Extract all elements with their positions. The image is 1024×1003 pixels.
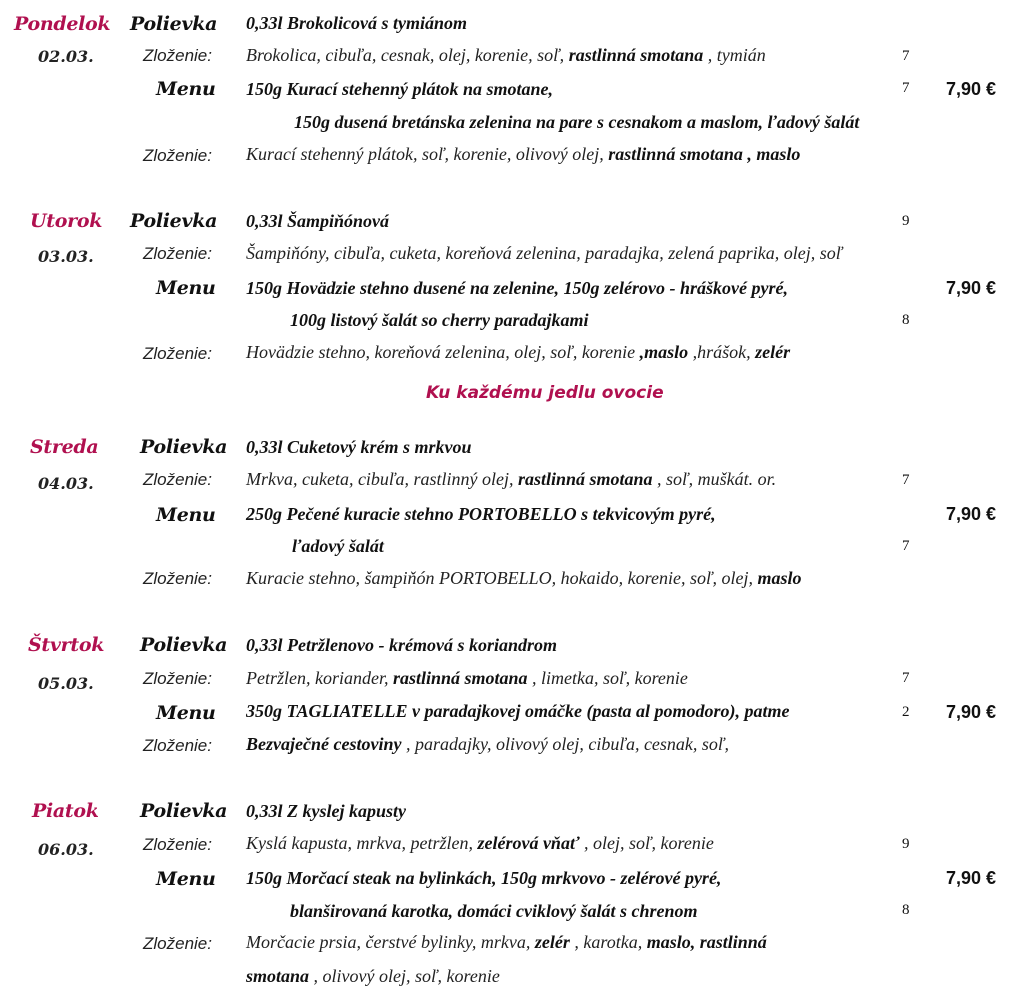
soup-name: 0,33l Brokolicová s tymiánom xyxy=(246,13,468,33)
ingredients-label: Zloženie: xyxy=(143,569,212,588)
ingredients-label: Zloženie: xyxy=(143,835,212,854)
menu-label: Menu xyxy=(156,78,216,100)
menu-dish-cont: 150g dusená bretánska zelenina na pare s cesnakom a maslom, ľadový šalát xyxy=(294,112,860,132)
day-date: 04.03. xyxy=(38,474,94,493)
ingredients-label: Zloženie: xyxy=(143,934,212,953)
day-name: Pondelok xyxy=(14,13,111,35)
ingredients-label: Zloženie: xyxy=(143,736,212,755)
fruit-note: Ku každému jedlu ovocie xyxy=(426,383,664,403)
day-name: Streda xyxy=(30,436,99,458)
menu-ingredients: Hovädzie stehno, koreňová zelenina, olej, soľ, korenie ,maslo ,hrášok, zelér xyxy=(246,342,791,362)
ingredients-label: Zloženie: xyxy=(143,344,212,363)
day-name: Štvrtok xyxy=(28,634,105,656)
soup-name: 0,33l Šampiňónová xyxy=(246,211,390,231)
menu-allergen: 7 xyxy=(902,538,910,554)
menu-dish: 150g Morčací steak na bylinkách, 150g mrkvovo - zelérové pyré, xyxy=(246,868,722,888)
soup-label: Polievka xyxy=(130,210,218,232)
day-date: 05.03. xyxy=(38,674,94,693)
menu-label: Menu xyxy=(156,277,216,299)
soup-ingredients: Brokolica, cibuľa, cesnak, olej, korenie, soľ, rastlinná smotana , tymián xyxy=(246,45,766,65)
soup-ingredients: Mrkva, cuketa, cibuľa, rastlinný olej, rastlinná smotana , soľ, muškát. or. xyxy=(246,469,777,489)
menu-label: Menu xyxy=(156,702,216,724)
ingredients-label: Zloženie: xyxy=(143,46,212,65)
day-date: 02.03. xyxy=(38,47,94,66)
day-name: Piatok xyxy=(32,800,99,822)
soup-name: 0,33l Cuketový krém s mrkvou xyxy=(246,437,472,457)
soup-label: Polievka xyxy=(140,800,228,822)
menu-allergen: 2 xyxy=(902,704,910,720)
menu-ingredients-cont: smotana , olivový olej, soľ, korenie xyxy=(246,966,500,986)
menu-ingredients: Morčacie prsia, čerstvé bylinky, mrkva, zelér , karotka, maslo, rastlinná xyxy=(246,932,767,952)
soup-ingredients: Kyslá kapusta, mrkva, petržlen, zelérová vňať , olej, soľ, korenie xyxy=(246,833,714,853)
price: 7,90 € xyxy=(946,504,997,524)
menu-ingredients: Kurací stehenný plátok, soľ, korenie, olivový olej, rastlinná smotana , maslo xyxy=(246,144,801,164)
price: 7,90 € xyxy=(946,278,997,298)
ingredients-label: Zloženie: xyxy=(143,244,212,263)
soup-allergen: 9 xyxy=(902,836,910,852)
menu-dish: 150g Kurací stehenný plátok na smotane, xyxy=(246,79,554,99)
soup-allergen: 9 xyxy=(902,213,910,229)
price: 7,90 € xyxy=(946,79,997,99)
menu-label: Menu xyxy=(156,868,216,890)
menu-allergen: 8 xyxy=(902,312,910,328)
soup-allergen: 7 xyxy=(902,670,910,686)
day-date: 06.03. xyxy=(38,840,94,859)
price: 7,90 € xyxy=(946,702,997,722)
menu-ingredients: Kuracie stehno, šampiňón PORTOBELLO, hokaido, korenie, soľ, olej, maslo xyxy=(246,568,802,588)
menu-label: Menu xyxy=(156,504,216,526)
menu-dish-cont: blanširovaná karotka, domáci cviklový šalát s chrenom xyxy=(290,901,698,921)
menu-ingredients: Bezvaječné cestoviny , paradajky, olivový olej, cibuľa, cesnak, soľ, xyxy=(246,734,729,754)
ingredients-label: Zloženie: xyxy=(143,470,212,489)
menu-dish-cont: 100g listový šalát so cherry paradajkami xyxy=(290,310,589,330)
menu-dish: 350g TAGLIATELLE v paradajkovej omáčke (pasta al pomodoro), patme xyxy=(246,701,790,721)
soup-label: Polievka xyxy=(140,436,228,458)
soup-allergen: 7 xyxy=(902,472,910,488)
soup-allergen: 7 xyxy=(902,48,910,64)
soup-label: Polievka xyxy=(140,634,228,656)
soup-name: 0,33l Petržlenovo - krémová s koriandrom xyxy=(246,635,557,655)
day-date: 03.03. xyxy=(38,247,94,266)
menu-dish: 150g Hovädzie stehno dusené na zelenine, 150g zelérovo - hráškové pyré, xyxy=(246,278,788,298)
menu-dish: 250g Pečené kuracie stehno PORTOBELLO s tekvicovým pyré, xyxy=(246,504,716,524)
soup-ingredients: Petržlen, koriander, rastlinná smotana , limetka, soľ, korenie xyxy=(246,668,688,688)
price: 7,90 € xyxy=(946,868,997,888)
soup-label: Polievka xyxy=(130,13,218,35)
ingredients-label: Zloženie: xyxy=(143,669,212,688)
menu-dish-cont: ľadový šalát xyxy=(292,536,384,556)
soup-ingredients: Šampiňóny, cibuľa, cuketa, koreňová zelenina, paradajka, zelená paprika, olej, soľ xyxy=(246,243,843,263)
menu-allergen: 7 xyxy=(902,80,910,96)
day-name: Utorok xyxy=(30,210,103,232)
soup-name: 0,33l Z kyslej kapusty xyxy=(246,801,406,821)
ingredients-label: Zloženie: xyxy=(143,146,212,165)
menu-allergen: 8 xyxy=(902,902,910,918)
